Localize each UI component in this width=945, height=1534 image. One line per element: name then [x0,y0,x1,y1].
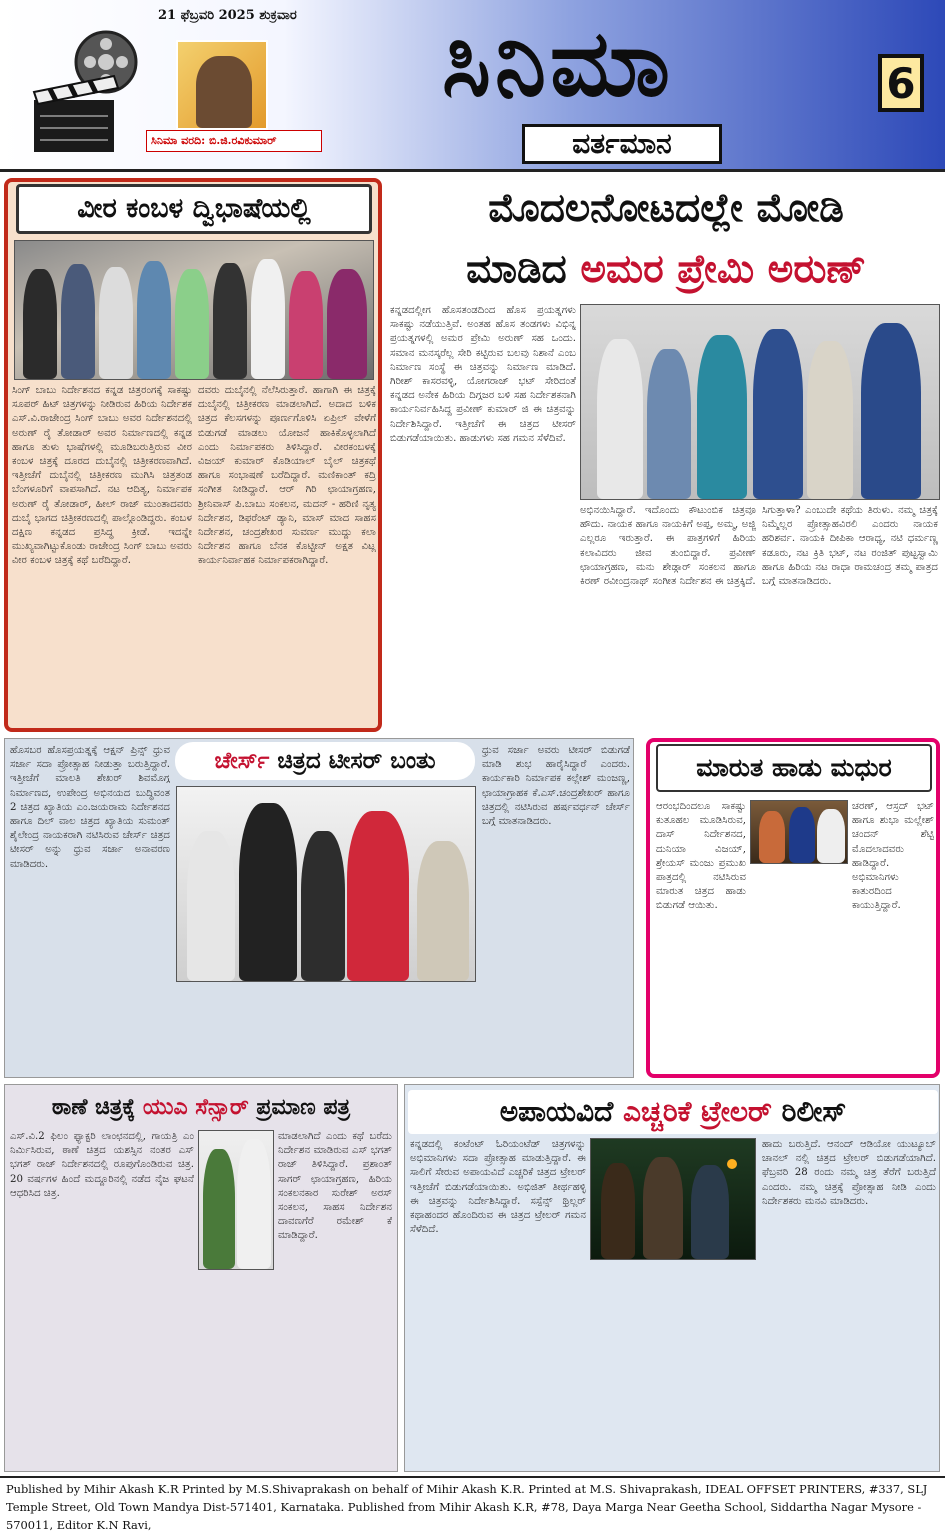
story4-headline: ಮಾರುತ ಹಾಡು ಮಧುರ [656,744,932,792]
story4-column-1: ಆರಂಭದಿಂದಲೂ ಸಾಕಷ್ಟು ಕುತೂಹಲ ಮೂಡಿಸಿರುವ, ದಾಸ್ ನಿರ್ದೇಶನದ, ದುನಿಯಾ ವಿಜಯ್, ಶ್ರೇಯಸ್ ಮಂಜು ಪ್ರಮುಖ ಪಾತ್ರದಲ್ಲಿ ನಟಿಸಿರುವ ಮಾರುತ ಚಿತ್ರದ ಹಾಡು ಬಿಡುಗಡೆ ಆಯಿತು. [656,801,746,912]
story4-cast-photo [750,800,848,864]
story5-lead-pair-photo [198,1130,274,1270]
story5-headline-plain-1: ಠಾಣೆ ಚಿತ್ರಕ್ಕೆ [51,1095,136,1120]
torch-flame [727,1159,737,1169]
story6-headline [408,1090,938,1134]
newspaper-subtitle: ವರ್ತಮಾನ [522,124,722,164]
story3-headline-highlight: ಚೇರ್ಸ್ [214,748,270,774]
story5-headline-plain-2: ಪ್ರಮಾಣ ಪತ್ರ [256,1095,351,1120]
reporter-byline: ಸಿನಿಮಾ ವರದಿ: ಬಿ.ಜಿ.ರವಿಕುಮಾರ್ [146,130,322,152]
story2-column-1: ಕನ್ನಡದಲ್ಲೀಗ ಹೊಸತಂಡದಿಂದ ಹೊಸ ಪ್ರಯತ್ನಗಳು ಸಾಕಷ್ಟು ನಡೆಯುತ್ತಿವೆ. ಅಂತಹ ಹೊಸ ತಂಡಗಳು ವಿಭಿನ್ನ ಪ್ರಯತ್ನಗಳಲ್ಲಿ ಅಮರ ಪ್ರೇಮಿ ಅರುಣ್ ಸಹ ಒಂದು. ಸಮಾನ ಮನಸ್ಕರೆಲ್ಲ ಸೇರಿ ಕಟ್ಟಿರುವ ಬಲವು ನಿಶಾನೆ ಎಂಬ ನಿರ್ಮಾಣ ಸಂಸ್ಥೆ ಈ ಚಿತ್ರವನ್ನು ನಿರ್ಮಾಣ ಮಾಡಿದೆ. ಗಿರೀಶ್ ಕಾಸರವಳ್ಳಿ, ಯೋಗರಾಜ್ ಭಟ್ ಸೇರಿದಂತೆ ಕನ್ನಡದ ಅನೇಕ ಹಿರಿಯ ದಿಗ್ಗಜರ ಬಳಿ ಸಹ ನಿರ್ದೇಶಕನಾಗಿ ಕಾರ್ಯನಿರ್ವಹಿಸಿದ್ದ ಪ್ರವೀಣ್ ಕುಮಾರ್ ಜಿ ಈ ಚಿತ್ರವನ್ನು ನಿರ್ದೇಶಿಸಿದ್ದಾರೆ. ಇತ್ತೀಚೆಗೆ ಈ ಚಿತ್ರದ ಟೀಸರ್ ಬಿಡುಗಡೆಯಾಯಿತು. ಹಾಡುಗಳು ಸಹ ಗಮನ ಸೆಳೆದಿವೆ. [390,305,576,444]
page-number: 6 [878,54,924,112]
story3-column-1: ಹೊಸಬರ ಹೊಸಪ್ರಯತ್ನಕ್ಕೆ ಆಕ್ಷನ್ ಪ್ರಿನ್ಸ್ ಧ್ರುವ ಸರ್ಜಾ ಸದಾ ಪ್ರೋತ್ಸಾಹ ನೀಡುತ್ತಾ ಬರುತ್ತಿದ್ದಾರೆ. ಇತ್ತೀಚೆಗೆ ಮಾಲತಿ ಶೇಖರ್ ಶಿವಮೊಗ್ಗ ನಿರ್ಮಾಣದ, ಉಪೇಂದ್ರ ಅಭಿನಯದ ಬುದ್ಧಿವಂತ 2 ಚಿತ್ರದ ಖ್ಯಾತಿಯ ಎಂ.ಜಯರಾಮ ನಿರ್ದೇಶನದ ಹಾಗೂ ದಿಲ್ ವಾಲ ಚಿತ್ರದ ಖ್ಯಾತಿಯ ಸುಮಂತ್ ಶೈಲೇಂದ್ರ ನಾಯಕರಾಗಿ ನಟಿಸಿರುವ ಚೇರ್ಸ್ ಚಿತ್ರದ ಟೀಸರ್ ಅನ್ನು ಧ್ರುವ ಸರ್ಜಾ ಅನಾವರಣ ಮಾಡಿದರು. [10,745,170,870]
story3-column-2: ಧ್ರುವ ಸರ್ಜಾ ಅವರು ಟೀಸರ್ ಬಿಡುಗಡೆ ಮಾಡಿ ಶುಭ ಹಾರೈಸಿದ್ದಾರೆ ಎಂದರು. ಕಾರ್ಯಕಾರಿ ನಿರ್ಮಾಪಕ ಕಲ್ಲೇಶ್ ಮಂಜಣ್ಣ, ಛಾಯಾಗ್ರಾಹಕ ಕೆ.ಎಸ್.ಚಂದ್ರಶೇಖರ್ ಹಾಗೂ ಚಿತ್ರದಲ್ಲಿ ನಟಿಸಿರುವ ಹರ್ಷವರ್ಧನ್ ಚೇರ್ಸ್ ಬಗ್ಗೆ ಮಾತನಾಡಿದರು. [482,745,630,828]
story2-column-3: ಸಿಗುತ್ತಾಳಾ? ಎಂಬುದೇ ಕಥೆಯ ತಿರುಳು. ನಮ್ಮ ಚಿತ್ರಕ್ಕೆ ನಿಮ್ಮೆಲ್ಲರ ಪ್ರೋತ್ಸಾಹವಿರಲಿ ಎಂದರು ನಾಯಕ ಹರಿಶರ್ವ. ನಾಯಕಿ ದೀಪಿಕಾ ಆರಾಧ್ಯ, ನಟಿ ಧರ್ಮಣ್ಣ ಕಡೂರು, ನಟ ಕ್ರಿತಿ ಭಟ್, ನಟ ರಂಜಿತ್ ಪುಟ್ಟಸ್ವಾಮಿ ಹಾಗೂ ಹಿರಿಯ ನಟ ರಾಧಾ ರಾಮಚಂದ್ರ ತಮ್ಮ ಪಾತ್ರದ ಬಗ್ಗೆ ಮಾತನಾಡಿದರು. [762,505,938,588]
story5-column-2: ಮಾಡಲಾಗಿದೆ ಎಂದು ಕಥೆ ಬರೆದು ನಿರ್ದೇಶನ ಮಾಡಿರುವ ಎಸ್ ಭಗತ್ ರಾಜ್ ತಿಳಿಸಿದ್ದಾರೆ. ಪ್ರಶಾಂತ್ ಸಾಗರ್ ಛಾಯಾಗ್ರಹಣ, ಹಿರಿಯ ಸಂಕಲನಕಾರ ಸುರೇಶ್ ಅರಸ್ ಸಂಕಲನ, ಸಾಹಸ ನಿರ್ದೇಶನ ದಾವಣಗೆರೆ ರಮೇಶ್ ಕೆ ಮಾಡಿದ್ದಾರೆ. [278,1131,392,1242]
reporter-figure [196,56,252,128]
newspaper-title: ಸಿನಿಮಾ [442,10,674,117]
story6-headline-plain-1: ಅಪಾಯವಿದೆ [499,1095,614,1128]
story4-column-2: ಚರಣ್, ಆಸ್ರದ್ ಭಟ್ ಹಾಗೂ ಶುಭಾ ಮಲ್ಲೇಶ್ ಚಂದನ್ ಶೆಟ್ಟಿ ಮೊದಲಾದವರು ಹಾಡಿದ್ದಾರೆ. ಅಭಿಮಾನಿಗಳು ಕಾತುರದಿಂದ ಕಾಯುತ್ತಿದ್ದಾರೆ. [852,801,934,912]
story6-trailer-still [590,1138,756,1260]
reporter-portrait [176,40,268,130]
imprint-footer: Published by Mihir Akash K.R Printed by M.S.Shivaprakash on behalf of Mihir Akash K.R. Printed at M.S. Shivaprakash, IDEAL OFFSET PRINTERS, #337, SLJ Temple Street, Old Town Mandya Dist-571401, Karnataka. Published from Mihir Akash K.R, #78, Daya Marga Near Geetha School, Siddartha Nagar Mysore - 570011, Editor K.N Ravi, [0,1476,945,1519]
story6-column-2: ಹಾದು ಬರುತ್ತಿದೆ. ಆನಂದ್ ಆಡಿಯೋ ಯುಟ್ಯೂಬ್ ಚಾನಲ್ ನಲ್ಲಿ ಚಿತ್ರದ ಟ್ರೇಲರ್ ಬಿಡುಗಡೆಯಾಗಿದೆ. ಫೆಬ್ರವರಿ 28 ರಂದು ನಮ್ಮ ಚಿತ್ರ ತೆರೆಗೆ ಬರುತ್ತಿದೆ ಎಂದರು. ನಮ್ಮ ಚಿತ್ರಕ್ಕೆ ಪ್ರೋತ್ಸಾಹ ನೀಡಿ ಎಂದು ನಿರ್ದೇಶಕರು ಮನವಿ ಮಾಡಿದರು. [762,1139,936,1207]
story6-headline-highlight: ಎಚ್ಚರಿಕೆ ಟ್ರೇಲರ್ [623,1095,772,1128]
story2-headline-line1: ಮೊದಲನೋಟದಲ್ಲೇ ಮೋಡಿ [488,186,844,231]
story2-headline-line2 [392,238,940,302]
story6-headline-plain-2: ರಿಲೀಸ್ [781,1095,847,1128]
story2-cast-photo [580,304,940,500]
film-clapper-icon [28,30,156,155]
story2-column-2: ಅಭಿನಯಿಸಿದ್ದಾರೆ. ಇದೊಂದು ಕೌಟುಂಬಿಕ ಚಿತ್ರವೂ ಹೌದು. ನಾಯಕ ಹಾಗೂ ನಾಯಕಿಗೆ ಅಪ್ಪ, ಅಮ್ಮ, ಅಜ್ಜಿ ಎಲ್ಲರೂ ಇರುತ್ತಾರೆ. ಈ ಪಾತ್ರಗಳಿಗೆ ಹಿರಿಯ ಕಲಾವಿದರು ಜೀವ ತುಂಬಿದ್ದಾರೆ. ಪ್ರವೀಣ್ ಛಾಯಾಗ್ರಹಣ, ಮನು ಶೇಡ್ಗಾರ್ ಸಂಕಲನ ಹಾಗೂ ಕಿರಣ್ ರವೀಂದ್ರನಾಥ್ ಸಂಗೀತ ನಿರ್ದೇಶನ ಈ ಚಿತ್ರಕ್ಕಿದೆ. [580,505,756,588]
story1-group-photo [14,240,374,380]
story6-column-1: ಕನ್ನಡದಲ್ಲಿ ಕಂಟೆಂಟ್ ಓರಿಯಂಟೆಡ್ ಚಿತ್ರಗಳನ್ನು ಅಭಿಮಾನಿಗಳು ಸದಾ ಪ್ರೋತ್ಸಾಹ ಮಾಡುತ್ತಿದ್ದಾರೆ. ಈ ಸಾಲಿಗೆ ಸೇರುವ ಅಪಾಯವಿದೆ ಎಚ್ಚರಿಕೆ ಚಿತ್ರದ ಟ್ರೇಲರ್ ಇತ್ತೀಚೆಗೆ ಬಿಡುಗಡೆಯಾಯಿತು. ಅಭಿಜಿತ್ ತೀರ್ಥಹಳ್ಳಿ ಈ ಚಿತ್ರವನ್ನು ನಿರ್ದೇಶಿಸಿದ್ದಾರೆ. ಸಸ್ಪೆನ್ಸ್ ಥ್ರಿಲ್ಲರ್ ಕಥಾಹಂದರ ಹೊಂದಿರುವ ಈ ಚಿತ್ರದ ಟ್ರೇಲರ್ ಗಮನ ಸೆಳೆದಿದೆ. [410,1139,586,1236]
story3-teaser-launch-photo [176,786,476,982]
story2-headline-plain: ಮಾಡಿದ [466,247,567,292]
issue-date: 21 ಫೆಬ್ರವರಿ 2025 ಶುಕ್ರವಾರ [158,8,297,23]
story3-headline-plain: ಚಿತ್ರದ ಟೀಸರ್ ಬಂತು [277,748,436,774]
story1-column-2: ದವರು ದುಬೈನಲ್ಲಿ ನೆಲೆಸಿರುತ್ತಾರೆ. ಹಾಗಾಗಿ ಈ ಚಿತ್ರಕ್ಕೆ ದುಬೈನಲ್ಲಿ ಚಿತ್ರೀಕರಣ ಮಾಡಲಾಗಿದೆ. ಅದಾದ ಬಳಿಕ ಚಿತ್ರದ ಕೆಲಸಗಳನ್ನು ಪೂರ್ಣಗೊಳಿಸಿ ಏಪ್ರಿಲ್ ವೇಳೆಗೆ ಬಿಡುಗಡೆ ಮಾಡಲು ಯೋಜನೆ ಹಾಕಿಕೊಳ್ಳಲಾಗಿದೆ ಎಂದು ನಿರ್ಮಾಪಕರು ತಿಳಿಸಿದ್ದಾರೆ. ವೀರಕಂಬಳಕ್ಕೆ ವಿಜಯ್ ಕುಮಾರ್ ಕೊಡಿಯಾಲ್ ಬೈಲ್ ಚಿತ್ರಕಥೆ ಹಾಗೂ ಸಂಭಾಷಣೆ ಬರೆದಿದ್ದಾರೆ. ಮಣಿಕಾಂತ್ ಕದ್ರಿ ಸಂಗೀತ ನೀಡಿದ್ದಾರೆ. ಆರ್ ಗಿರಿ ಛಾಯಾಗ್ರಹಣ, ಶ್ರೀನಿವಾಸ್ ಪಿ.ಬಾಬು ಸಂಕಲನ, ಮದನ್ - ಹರಿಣಿ ನೃತ್ಯ ನಿರ್ದೇಶನ, ಡಿಫರೆಂಟ್ ಡ್ಯಾನಿ, ಮಾಸ್ ಮಾದ ಸಾಹಸ ನಿರ್ದೇಶನ, ಚಂದ್ರಶೇಖರ ಸುವರ್ಣ ಮುದ್ದು ಕಲಾ ನಿರ್ದೇಶನ ಹಾಗೂ ಬೆನಕ ಕೊಟ್ಟೀನ್ ಅಕ್ಷತ ವಿಟ್ಲ ಕಾರ್ಯನಿರ್ವಾಹಕ ನಿರ್ಮಾಪಕರಾಗಿದ್ದಾರೆ. [198,385,376,567]
story1-column-1: ಸಿಂಗ್ ಬಾಬು ನಿರ್ದೇಶನದ ಕನ್ನಡ ಚಿತ್ರರಂಗಕ್ಕೆ ಸಾಕಷ್ಟು ಸೂಪರ್ ಹಿಟ್ ಚಿತ್ರಗಳನ್ನು ನೀಡಿರುವ ಹಿರಿಯ ನಿರ್ದೇಶಕ ಎಸ್.ವಿ.ರಾಜೇಂದ್ರ ಸಿಂಗ್ ಬಾಬು ಅವರ ನಿರ್ದೇಶನದಲ್ಲಿ ಅರುಣ್ ರೈ ತೋಡಾರ್ ಅವರ ನಿರ್ಮಾಣದಲ್ಲಿ ಕನ್ನಡ ಹಾಗೂ ತುಳು ಭಾಷೆಗಳಲ್ಲಿ ಮೂಡಿಬರುತ್ತಿರುವ ವೀರ ಕಂಬಳ ಚಿತ್ರಕ್ಕೆ ದೂರದ ದುಬೈನಲ್ಲಿ ಚಿತ್ರೀಕರಣವಾಗಿದೆ. ಇತ್ತೀಚೆಗೆ ದುಬೈನಲ್ಲಿ ಚಿತ್ರೀಕರಣ ಮುಗಿಸಿ ಚಿತ್ರತಂಡ ಬೆಂಗಳೂರಿಗೆ ವಾಪಸಾಗಿದೆ. ನಟ ಆದಿತ್ಯ, ನಿರ್ಮಾಪಕ ಅರುಣ್ ರೈ ತೋಡಾರ್, ಹೀಲ್ ರಾಜ್ ಮುಂತಾದವರು ದುಬೈ ಭಾಗದ ಚಿತ್ರೀಕರಣದಲ್ಲಿ ಪಾಲ್ಗೊಂಡಿದ್ದರು. ಕಂಬಳ ದಕ್ಷಿಣ ಕನ್ನಡದ ಪ್ರಸಿದ್ಧ ಕ್ರೀಡೆ. ಇದನ್ನೇ ಮುಖ್ಯವಾಗಿಟ್ಟುಕೊಂಡು ರಾಜೇಂದ್ರ ಸಿಂಗ್ ಬಾಬು ಅವರು ವೀರ ಕಂಬಳ ಚಿತ್ರಕ್ಕೆ ಕಥೆ ಬರೆದಿದ್ದಾರೆ. [12,385,192,567]
story5-column-1: ಎಸ್.ವಿ.2 ಫಿಲಂ ಫ್ಯಾಕ್ಟರಿ ಲಾಂಛನದಲ್ಲಿ, ಗಾಯತ್ರಿ ಎಂ ನಿರ್ಮಿಸಿರುವ, ಠಾಣೆ ಚಿತ್ರದ ಯಶಸ್ಸಿನ ನಂತರ ಎಸ್ ಭಗತ್ ರಾಜ್ ನಿರ್ದೇಶನದಲ್ಲಿ ರೂಪುಗೊಂಡಿರುವ ಚಿತ್ರ. 20 ವರ್ಷಗಳ ಹಿಂದೆ ಮದ್ದೂರಿನಲ್ಲಿ ನಡೆದ ನೈಜ ಘಟನೆ ಆಧರಿಸಿದ ಚಿತ್ರ. [10,1131,194,1199]
story2-headline-highlight: ಅಮರ ಪ್ರೇಮಿ ಅರುಣ್ [580,247,866,292]
story3-headline [175,742,475,780]
story5-headline-highlight: ಯುಎ ಸೆನ್ಸಾರ್ [142,1095,249,1120]
story3-column-3 [176,986,476,1074]
story5-headline [8,1090,394,1126]
story1-headline: ವೀರ ಕಂಬಳ ದ್ವಿಭಾಷೆಯಲ್ಲಿ [16,184,372,234]
